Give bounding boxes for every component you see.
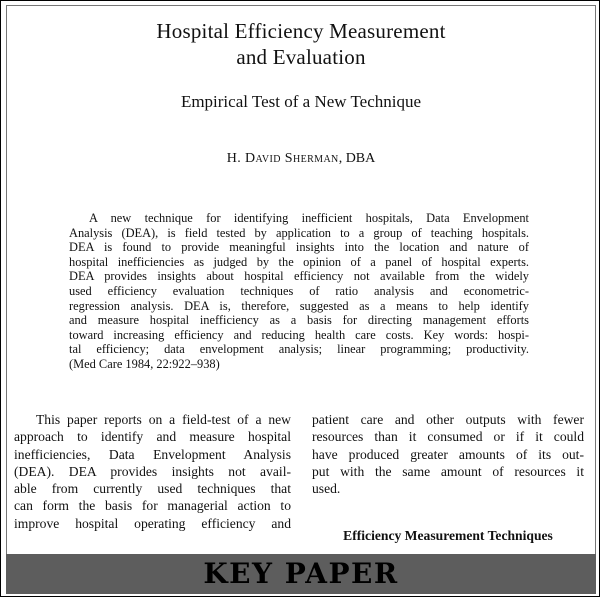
banner-label: KEY PAPER	[203, 557, 399, 590]
abstract-line: DEA provides insights about hospital efficiency not available from the widely	[69, 269, 529, 284]
body-line: (DEA). DEA provides insights not avail-	[14, 463, 291, 479]
abstract-line: tal efficiency; data envelopment analysis; linear programming; productivity.	[69, 342, 529, 357]
body-line: able from currently used techniques that	[14, 481, 291, 497]
abstract-line: toward increasing efficiency and reducing health care costs. Key words: hospi-	[69, 327, 529, 342]
paper-page	[6, 5, 596, 555]
author-name: H. David Sherman	[226, 151, 339, 166]
paper-title	[7, 18, 595, 70]
abstract-line: DEA is found to provide meaningful insights into the location and nature of	[69, 240, 529, 255]
body-line: can form the basis for managerial action to	[14, 498, 291, 514]
body-column-left	[14, 411, 291, 532]
body-line: put with the same amount of resources it	[312, 463, 584, 479]
paper-subtitle: Empirical Test of a New Technique	[180, 92, 422, 111]
body-line: This paper reports on a field-test of a new	[36, 412, 291, 427]
abstract-line: regression analysis. DEA is, therefore, suggested as a means to help identify	[69, 298, 529, 313]
abstract-line: A new technique for identifying inefficient hospitals, Data Envelopment	[89, 211, 529, 225]
body-line: resources than it consumed or if it could	[312, 429, 584, 445]
body-column-right	[312, 411, 584, 497]
title-line-1: Hospital Efficiency Measurement	[156, 19, 446, 43]
abstract	[69, 211, 529, 372]
body-line: used.	[312, 481, 341, 497]
abstract-line: Analysis (DEA), is field tested by application to a group of teaching hospitals.	[69, 225, 529, 240]
section-heading: Efficiency Measurement Techniques	[343, 528, 553, 543]
author-degree: , DBA	[338, 151, 376, 166]
body-line: patient care and other outputs with fewer	[312, 412, 584, 427]
abstract-line: and measure hospital inefficiency as a basis for directing management efforts	[69, 313, 529, 328]
author-line	[7, 150, 595, 168]
title-line-2: and Evaluation	[236, 45, 366, 69]
abstract-line: hospital inefficiencies as judged by the opinion of a panel of hospital experts.	[69, 254, 529, 269]
key-paper-banner	[6, 554, 596, 594]
body-line: improve hospital operating efficiency and	[14, 515, 291, 531]
body-line: have produced greater amounts of its out-	[312, 446, 584, 462]
body-line: inefficiencies, Data Envelopment Analysis	[14, 446, 291, 462]
abstract-line: used efficiency evaluation techniques of ratio analysis and econometric-	[69, 283, 529, 298]
body-line: approach to identify and measure hospital	[14, 429, 291, 445]
abstract-citation: (Med Care 1984, 22:922–938)	[69, 356, 220, 371]
